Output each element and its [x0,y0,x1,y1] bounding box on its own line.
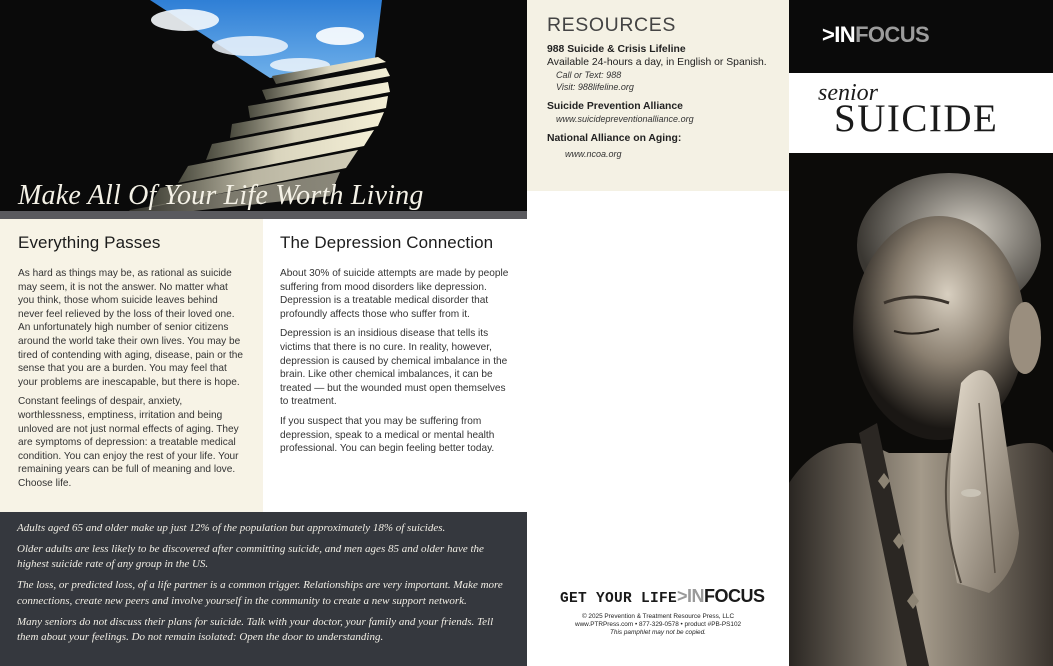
cover-title [789,73,1053,153]
lifeline-name: 988 Suicide & Crisis Lifeline [547,44,686,55]
aging-name: National Alliance on Aging: [547,133,682,144]
fact-item: Older adults are less likely to be discovered after committing suicide, and men ages 85 and older have the highest suicide rate of any group in the US. [17,542,484,571]
everything-passes-section [0,219,263,512]
footer-logo-prefix: GET YOUR LIFE [560,591,678,607]
hero-divider [0,211,527,219]
copyright-block [548,613,768,637]
fact-item: Adults aged 65 and older make up just 12% of the population but approximately 18% of suicides. [17,522,446,534]
copyright-line: © 2025 Prevention & Treatment Resource Press, LLC [581,613,735,620]
depression-connection-section [263,219,527,512]
copy-notice: This pamphlet may not be copied. [610,629,706,636]
aging-link[interactable]: www.ncoa.org [565,149,622,159]
facts-box [0,512,527,666]
depression-paragraph: Depression is an insidious disease that tells its victims that there is no cure. In reality, however, depression is caused by chemical imbalance in the brain. Like other chemical imbalances, it can be treated — but the wounded must open themselves to treatment. [280,328,508,408]
lifeline-description: Available 24-hours a day, in English or Spanish. [547,57,767,68]
hero-banner [0,0,527,219]
alliance-name: Suicide Prevention Alliance [547,101,683,112]
praying-man-image [789,153,1053,666]
footer-logo-in: >IN [677,586,705,606]
lifeline-visit-link[interactable]: Visit: 988lifeline.org [556,82,634,92]
everything-passes-heading: Everything Passes [18,233,161,252]
lifeline-call: Call or Text: 988 [556,70,622,80]
fact-item: The loss, or predicted loss, of a life partner is a common trigger. Relationships are very important. Make more connections, create new peers and involve yourself in the community to create a new support network. [17,579,503,607]
title-suicide: SUICIDE [834,97,999,140]
brand-logo [822,22,929,48]
fact-item: Many seniors do not discuss their plans for suicide. Talk with your doctor, your family and your friends. Tell them about your feelings. Do not remain isolated: Open the door to understanding. [17,615,494,643]
depression-paragraph: If you suspect that you may be suffering from depression, speak to a medical or mental health professional. You can begin feeling better today. [280,415,495,455]
title-senior: senior [818,80,878,106]
brand-header [789,0,1053,73]
brand-in: >IN [822,22,856,47]
contact-line: www.PTRPress.com • 877-329-0578 • product #PB-PS102 [574,621,742,628]
footer-logo-focus: FOCUS [704,586,765,606]
footer-logo [560,586,765,610]
resources-panel [527,0,789,191]
everything-passes-paragraph: Constant feelings of despair, anxiety, worthlessness, emptiness, irritation and being unloved are not just normal effects of aging. They are symptoms of depression: a treatable medical condition. You can enjoy the rest of your life. Your remaining years can be full of meaning and love. Choose life. [18,396,239,489]
hero-title: Make All Of Your Life Worth Living [18,180,424,211]
alliance-link[interactable]: www.suicidepreventionalliance.org [556,114,694,124]
everything-passes-paragraph: As hard as things may be, as rational as suicide may seem, it is not the answer. No matter what you think, those whom suicide leaves behind never feel relieved by the loss of their loved one. An unfortunately high number of senior citizens around the world take their own lives. You may be tired of contending with aging, disease, pain or the sense that you are a burden. You may feel that your problems are inescapable, but there is hope. [18,268,244,388]
resources-title: RESOURCES [547,14,676,36]
depression-connection-heading: The Depression Connection [280,233,494,252]
depression-paragraph: About 30% of suicide attempts are made by people suffering from mood disorders like depression. Depression is a treatable medical disorder that profoundly affects those who suffer from it. [280,268,509,320]
elderly-man-photo [789,153,1053,666]
brand-focus: FOCUS [855,22,930,47]
